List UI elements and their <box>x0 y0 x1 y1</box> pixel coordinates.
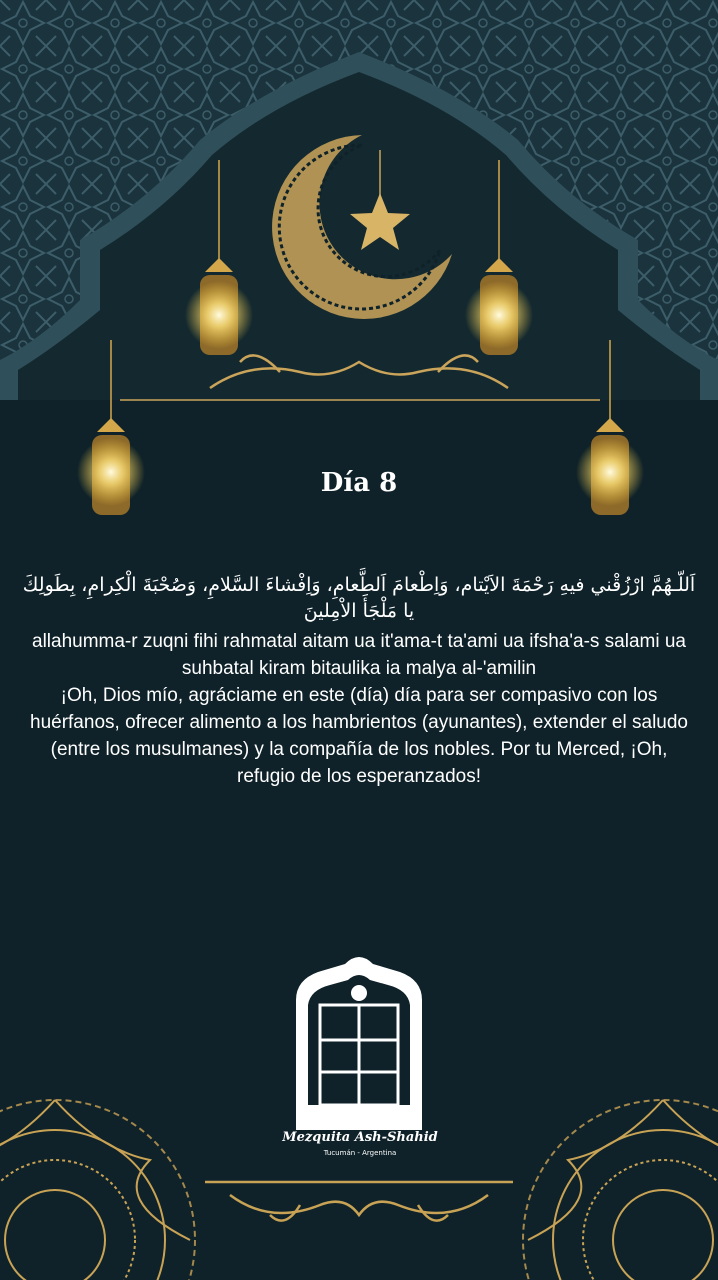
mosque-window-logo-icon <box>296 957 422 1130</box>
logo-location: Tucumán - Argentina <box>323 1149 397 1157</box>
dua-block <box>20 572 698 790</box>
logo-arabic-name: مسجد الشهيد <box>323 1108 393 1122</box>
day-title: Día 8 <box>320 468 398 498</box>
dua-transliteration: allahumma-r zuqni fihi rahmatal aitam ua it'ama-t ta'ami ua ifsha'a-s salami ua suhbatal kiram bitaulika ia malya al-'amilin <box>32 631 686 679</box>
logo-name: Mezquita Ash-Shahid <box>282 1130 438 1145</box>
dua-translation: ¡Oh, Dios mío, agráciame en este (día) día para ser compasivo con los huérfanos, ofrecer alimento a los hambrientos (ayunantes), extender el saludo (entre los musulmanes) y la compañía de los nobles. Por tu Merced, ¡Oh, refugio de los esperanzados! <box>30 685 688 787</box>
dua-arabic: اَللّـهُمَّ ارْزُقْني فيهِ رَحْمَةَ الاَيْتام، وَاِطْعامَ اَلطَّعامِ، وَاِفْشاءَ السَّلامِ، وَصُحْبَةَ الْكِرامِ، بِطَولِكَ يا مَلْجَأَ الاْمِلينَ <box>22 574 696 622</box>
